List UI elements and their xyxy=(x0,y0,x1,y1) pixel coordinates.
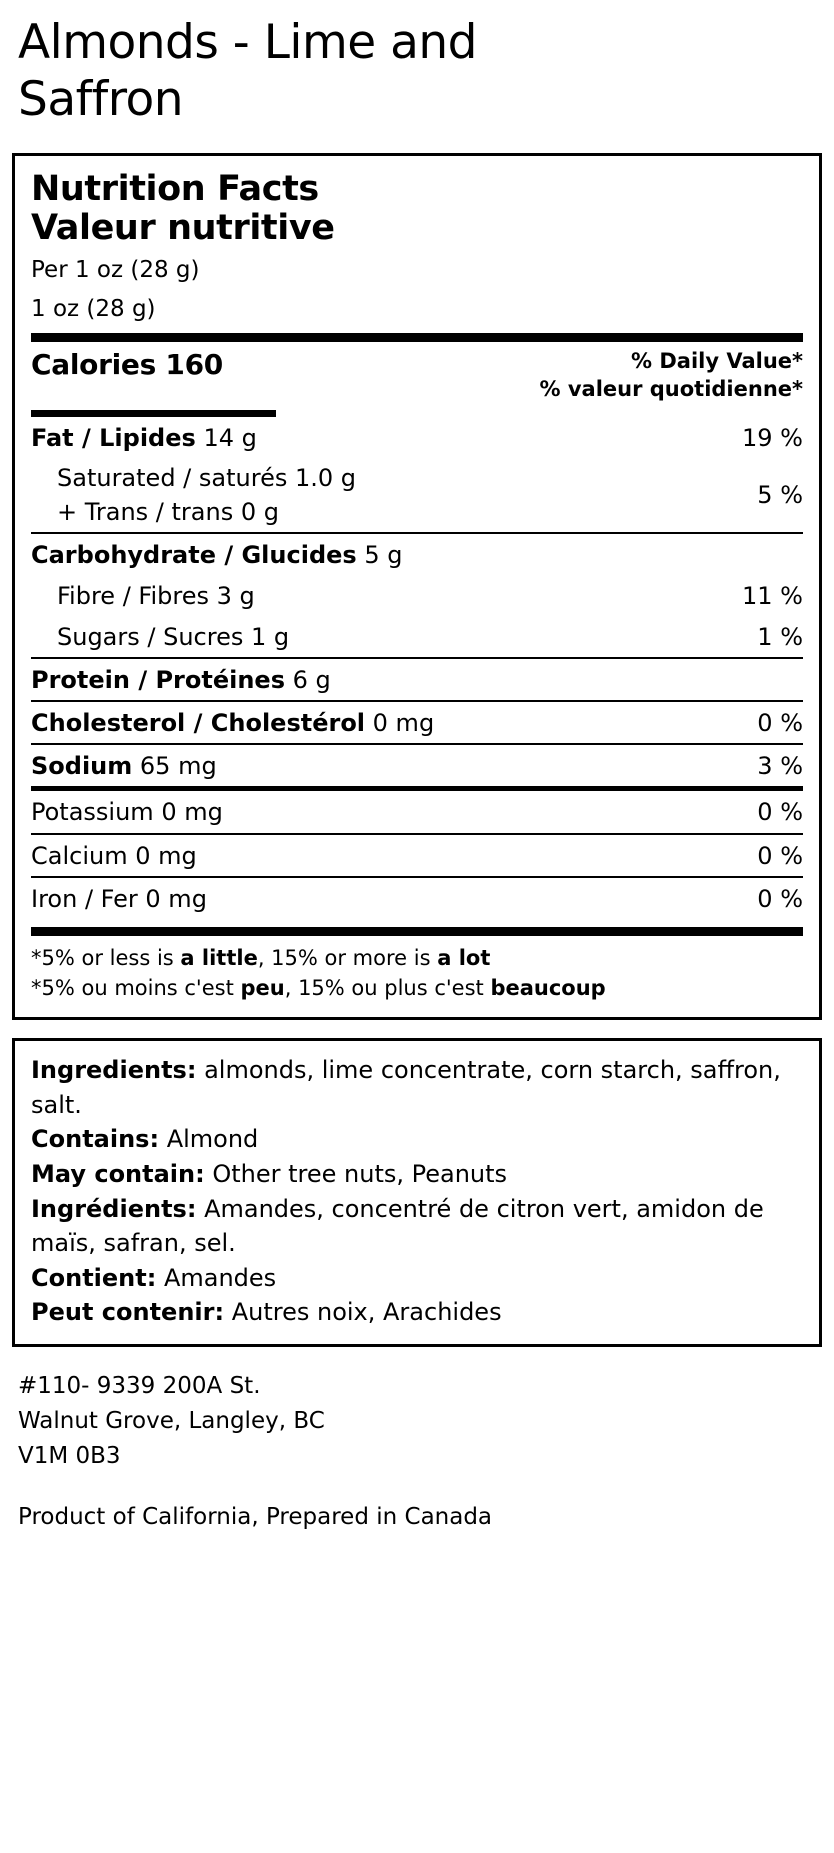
nutrient-row-iron xyxy=(31,878,803,919)
cholesterol-label xyxy=(31,706,757,740)
fat-label xyxy=(31,421,742,455)
contains-line-fr xyxy=(31,1261,803,1296)
protein-label-bold: Protein / Protéines xyxy=(31,666,285,695)
address-line-1: #110- 9339 200A St. xyxy=(18,1372,261,1399)
may-contain-line-en xyxy=(31,1157,803,1192)
nutrient-row-fibre xyxy=(31,575,803,616)
calories-label: Calories xyxy=(31,348,156,382)
nutrient-row-calcium xyxy=(31,835,803,876)
fat-label-bold: Fat / Lipides xyxy=(31,423,196,452)
footnote-fr-peu: peu xyxy=(240,975,285,1000)
footnote-en-part1: *5% or less is xyxy=(31,945,181,970)
footnote-en-little: a little xyxy=(180,945,258,970)
carbohydrate-label-amount: 5 g xyxy=(356,541,403,570)
iron-label: Iron / Fer 0 mg xyxy=(31,884,207,913)
nutrition-heading-en: Nutrition Facts xyxy=(31,168,319,209)
divider-thick-bottom xyxy=(31,927,803,936)
sugars-label: Sugars / Sucres 1 g xyxy=(57,623,290,652)
nutrient-row-cholesterol xyxy=(31,702,803,743)
nutrient-row-protein xyxy=(31,659,803,700)
fibre-label: Fibre / Fibres 3 g xyxy=(57,582,255,611)
daily-value-header-en: % Daily Value* xyxy=(631,349,803,374)
ingredients-line-en xyxy=(31,1053,803,1122)
footnote-fr-beaucoup: beaucoup xyxy=(490,975,606,1000)
may-contain-text-en: Other tree nuts, Peanuts xyxy=(204,1159,508,1188)
sugars-dv: 1 % xyxy=(757,623,803,652)
nutrient-row-fat xyxy=(31,417,803,458)
ingredients-line-fr xyxy=(31,1192,803,1261)
iron-dv: 0 % xyxy=(757,884,803,913)
ingredients-panel xyxy=(12,1038,822,1346)
protein-label-amount: 6 g xyxy=(285,666,331,695)
fibre-dv: 11 % xyxy=(742,582,803,611)
fat-dv: 19 % xyxy=(742,423,803,452)
ingredients-label-en: Ingredients: xyxy=(31,1056,197,1085)
daily-value-header-fr: % valeur quotidienne* xyxy=(539,377,803,402)
address-block xyxy=(12,1363,822,1474)
daily-value-header xyxy=(539,348,803,403)
contains-label-en: Contains: xyxy=(31,1125,160,1154)
nutrient-row-sugars xyxy=(31,616,803,657)
ingredients-text-en: almonds, lime concentrate, corn starch, saffron, salt. xyxy=(31,1056,781,1119)
nutrient-row-carbohydrate xyxy=(31,534,803,575)
calories-underline xyxy=(31,410,276,417)
address-line-2: Walnut Grove, Langley, BC xyxy=(18,1407,325,1434)
potassium-label: Potassium 0 mg xyxy=(31,798,223,827)
sodium-label-bold: Sodium xyxy=(31,752,133,781)
footnote-fr-part1: *5% ou moins c'est xyxy=(31,975,241,1000)
contains-label-fr: Contient: xyxy=(31,1263,157,1292)
carbohydrate-label-bold: Carbohydrate / Glucides xyxy=(31,541,357,570)
may-contain-label-en: May contain: xyxy=(31,1159,205,1188)
serving-size-line-2: 1 oz (28 g) xyxy=(31,295,156,322)
ingredients-text-fr: Amandes, concentré de citron vert, amidon de maïs, safran, sel. xyxy=(31,1194,764,1258)
serving-size-line-1: Per 1 oz (28 g) xyxy=(31,257,200,284)
nutrient-row-saturated-trans xyxy=(31,458,803,532)
ingredients-label-fr: Ingrédients: xyxy=(31,1194,197,1223)
calories-row xyxy=(31,342,803,407)
fat-label-amount: 14 g xyxy=(195,423,257,452)
potassium-dv: 0 % xyxy=(757,798,803,827)
nutrient-row-sodium xyxy=(31,745,803,786)
page-title: Almonds - Lime and Saffron xyxy=(18,15,478,128)
saturated-label: Saturated / saturés 1.0 g xyxy=(57,463,356,492)
may-contain-label-fr: Peut contenir: xyxy=(31,1298,225,1327)
sodium-dv: 3 % xyxy=(757,752,803,781)
calcium-dv: 0 % xyxy=(757,841,803,870)
nutrition-facts-panel xyxy=(12,153,822,1021)
trans-label: + Trans / trans 0 g xyxy=(57,497,279,526)
contains-text-en: Almond xyxy=(159,1125,259,1154)
cholesterol-label-amount: 0 mg xyxy=(365,709,435,738)
footnote-en-alot: a lot xyxy=(437,945,491,970)
may-contain-text-fr: Autres noix, Arachides xyxy=(224,1298,502,1327)
may-contain-line-fr xyxy=(31,1295,803,1330)
nutrition-heading-fr: Valeur nutritive xyxy=(31,207,335,248)
protein-label xyxy=(31,663,803,697)
calcium-label: Calcium 0 mg xyxy=(31,841,197,870)
address-line-3: V1M 0B3 xyxy=(18,1442,121,1469)
carbohydrate-label xyxy=(31,538,803,572)
sodium-label xyxy=(31,749,757,783)
sodium-label-amount: 65 mg xyxy=(132,752,217,781)
origin-statement: Product of California, Prepared in Canada xyxy=(18,1503,493,1530)
footnote-en-part2: , 15% or more is xyxy=(257,945,438,970)
contains-text-fr: Amandes xyxy=(156,1263,277,1292)
calories-label-value xyxy=(31,348,223,381)
footnote-en xyxy=(31,936,803,974)
footnote-fr xyxy=(31,974,803,1004)
cholesterol-label-bold: Cholesterol / Cholestérol xyxy=(31,709,366,738)
divider-thick-top xyxy=(31,333,803,342)
nutrient-row-potassium xyxy=(31,791,803,832)
saturated-trans-dv: 5 % xyxy=(757,480,803,509)
contains-line-en xyxy=(31,1122,803,1157)
calories-value: 160 xyxy=(165,348,223,382)
footnote-fr-part2: , 15% ou plus c'est xyxy=(284,975,491,1000)
cholesterol-dv: 0 % xyxy=(757,709,803,738)
saturated-trans-labels xyxy=(31,461,356,529)
